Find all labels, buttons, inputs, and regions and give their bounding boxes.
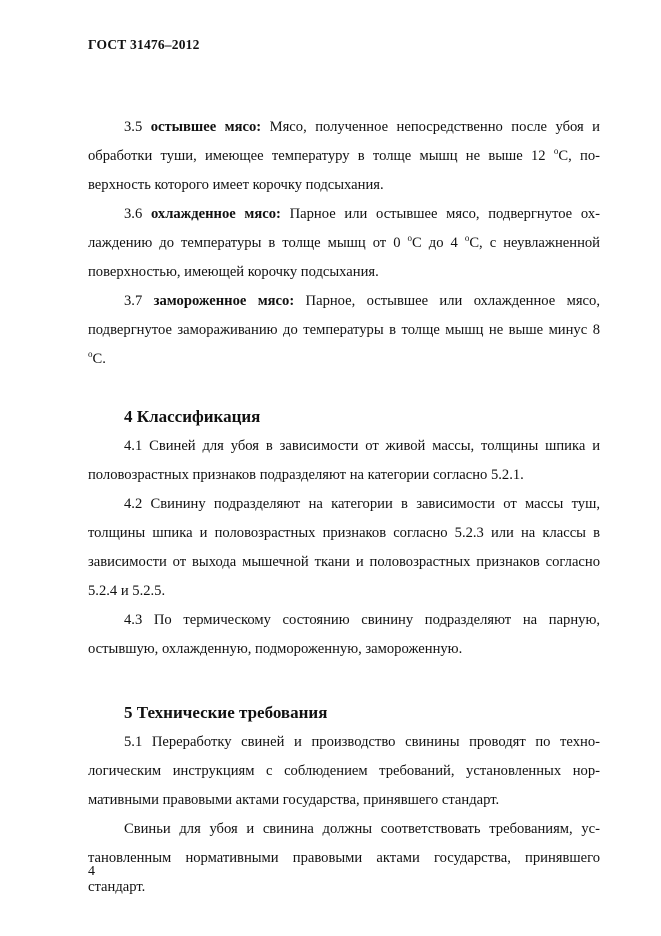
definition-text: Парное или остывшее мясо, подвергнутое охлаждению до температуры в толще мышц от 0 <box>88 206 600 251</box>
paragraph-4-3: 4.3 По термическому состоянию свинину подразделяют на парную, остывшую, охлажденную, подмороженную, замороженную. <box>88 612 600 657</box>
definition-text: Парное, остывшее или охлажденное мясо, подвергнутое замораживанию до температуры в толще мышц не выше минус 8 <box>88 293 600 338</box>
paragraph-4-1: 4.1 Свиней для убоя в зависимости от живой массы, толщины шпика и половозрастных признаков подразделяют на категории согласно 5.2.1. <box>88 438 600 483</box>
definition-term: замороженное мясо: <box>153 293 295 309</box>
definition-text-cont: С, с неувлажненной поверхностью, имеющей корочку подсыхания. <box>88 235 600 280</box>
paragraph-5-1: 5.1 Переработку свиней и производство свинины проводят по технологическим инструкциям с соблюдением требований, установленных нормативными правовыми актами государства, принявшего стандарт. <box>88 734 600 808</box>
degree-sign: о <box>88 349 93 359</box>
definition-number: 3.6 <box>124 206 143 222</box>
definition-number: 3.7 <box>124 293 143 309</box>
definition-3-7 <box>88 287 600 374</box>
paragraph-5-1-cont: Свиньи для убоя и свинина должны соответствовать требованиям, установленным нормативными правовыми актами государства, принявшего стандарт. <box>88 821 600 895</box>
degree-sign: о <box>464 233 470 243</box>
document-header: ГОСТ 31476–2012 <box>88 37 200 52</box>
section-5-heading: 5 Технические требования <box>124 703 328 722</box>
definition-term: остывшее мясо: <box>150 119 262 135</box>
definition-text-cont: С. <box>92 351 106 367</box>
degree-sign: о <box>407 233 413 243</box>
section-4-heading: 4 Классификация <box>124 407 261 426</box>
degree-sign: о <box>553 146 559 156</box>
definition-text-cont: С, поверхность которого имеет корочку подсыхания. <box>88 148 600 193</box>
definition-3-5 <box>88 113 600 200</box>
page-number: 4 <box>88 864 95 879</box>
paragraph-4-2: 4.2 Свинину подразделяют на категории в зависимости от массы туш, толщины шпика и половозрастных признаков согласно 5.2.3 или на классы в зависимости от выхода мышечной ткани и половозрастных признаков согласно 5.2.4 и 5.2.5. <box>88 496 600 599</box>
definition-text-cont: С до 4 <box>412 235 465 251</box>
definition-term: охлажденное мясо: <box>150 206 281 222</box>
definition-text: Мясо, полученное непосредственно после убоя и обработки туши, имеющее температуру в толще мышц не выше 12 <box>88 119 600 164</box>
page-content <box>88 113 600 902</box>
definition-number: 3.5 <box>124 119 143 135</box>
definition-3-6 <box>88 200 600 287</box>
